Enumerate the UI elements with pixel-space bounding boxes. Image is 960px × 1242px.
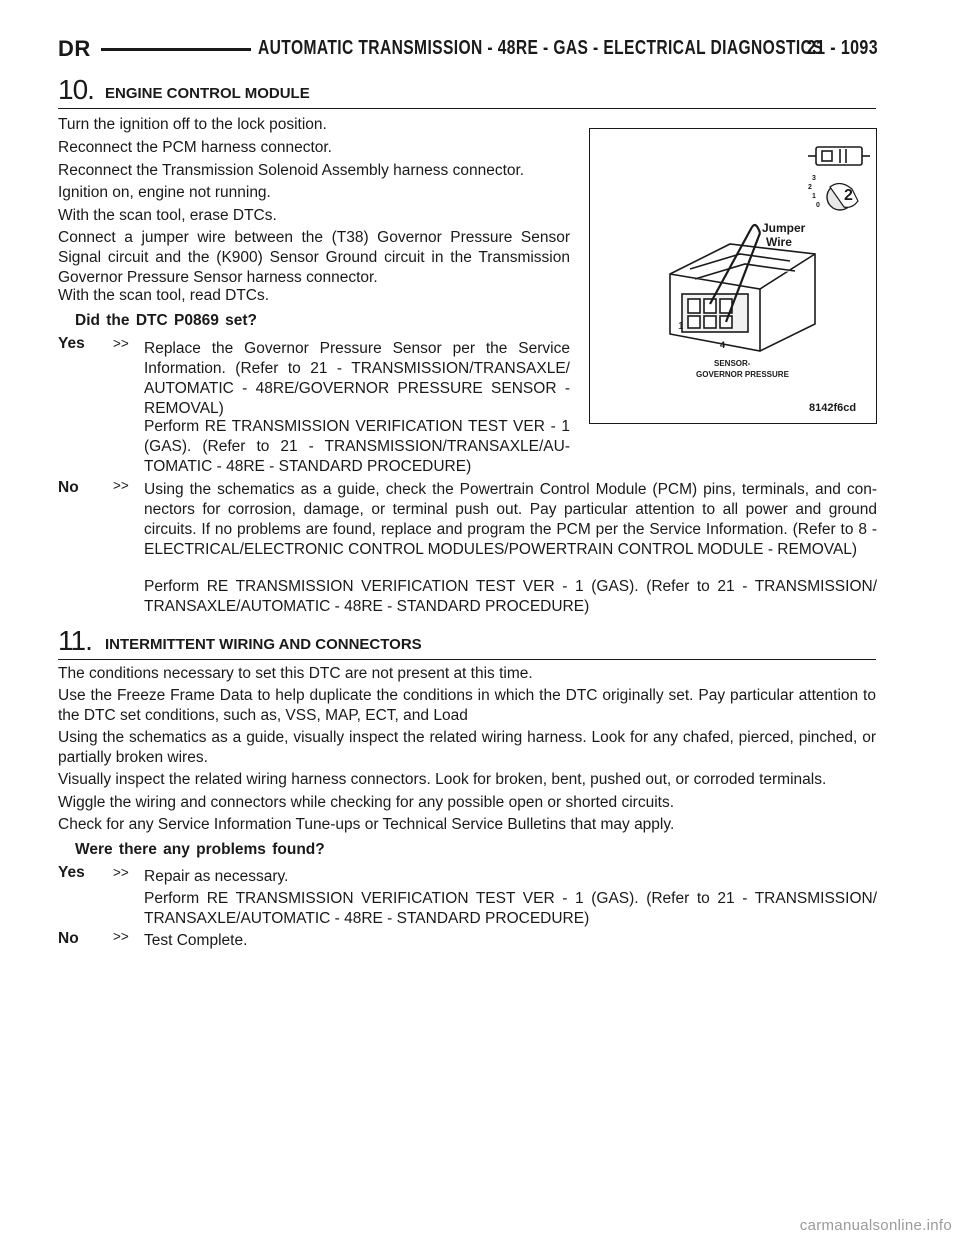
arrow-marker: >> bbox=[113, 865, 129, 880]
decision-question: Did the DTC P0869 set? bbox=[75, 312, 257, 329]
intermittent-paragraph: Wiggle the wiring and connectors while checking for any possible open or shorted circuits. bbox=[58, 794, 675, 811]
figure-caption-line-2: GOVERNOR PRESSURE bbox=[696, 370, 789, 379]
no-action-1: Test Complete. bbox=[144, 932, 248, 949]
pin-label-1: 1 bbox=[678, 321, 684, 332]
jumper-instruction: Connect a jumper wire between the (T38) Governor Pressure Sensor Signal circuit and the (K900) Sensor Ground circuit in the Transmission Governor Pressure Sensor harness connector. bbox=[58, 229, 570, 286]
intermittent-paragraph: Use the Freeze Frame Data to help duplicate the conditions in which the DTC originally set. Pay particular attention to the DTC set conditions, such as, VSS, MAP, ECT, and Load bbox=[58, 687, 876, 724]
step-number: 10. bbox=[58, 74, 94, 105]
pin-label-4: 4 bbox=[720, 340, 726, 350]
key-position: 3 bbox=[812, 175, 816, 182]
yes-action-1: Repair as necessary. bbox=[144, 868, 289, 885]
intermittent-paragraph: Visually inspect the related wiring harness connectors. Look for broken, bent, pushed out, or corroded terminals. bbox=[58, 771, 827, 788]
no-label: No bbox=[58, 479, 79, 496]
instruction-line: With the scan tool, read DTCs. bbox=[58, 287, 270, 304]
step-10-heading bbox=[58, 74, 876, 109]
instruction-line: Reconnect the PCM harness connector. bbox=[58, 139, 332, 156]
step-title: ENGINE CONTROL MODULE bbox=[105, 85, 310, 102]
yes-action-2: Perform RE TRANSMISSION VERIFICATION TEST VER - 1 (GAS). (Refer to 21 - TRANSMISSION/TRANSAXLE/AU- TOMATIC - 48RE - STANDARD PROCEDURE) bbox=[144, 418, 570, 475]
jumper-label: Jumper bbox=[762, 221, 806, 235]
connector-figure bbox=[589, 128, 877, 424]
instruction-line: With the scan tool, erase DTCs. bbox=[58, 207, 277, 224]
figure-caption-line-1: SENSOR- bbox=[714, 359, 751, 368]
figure-id: 8142f6cd bbox=[809, 402, 857, 414]
intermittent-paragraph: Using the schematics as a guide, visually inspect the related wiring harness. Look for any chafed, pierced, pinched, or partially broken wires. bbox=[58, 729, 876, 766]
key-position: 1 bbox=[812, 193, 816, 200]
brand-code: DR bbox=[58, 36, 91, 61]
yes-label: Yes bbox=[58, 864, 85, 881]
connector-icon bbox=[808, 147, 870, 165]
yes-action-1: Replace the Governor Pressure Sensor per the Service Information. (Refer to 21 - TRANSMISSION/TRANSAXLE/ AUTOMATIC - 48RE/GOVERNOR PRESSURE SENSOR - REMOVAL) bbox=[144, 340, 570, 417]
header-rule bbox=[101, 48, 251, 51]
decision-question: Were there any problems found? bbox=[75, 841, 325, 858]
arrow-marker: >> bbox=[113, 336, 129, 351]
step-11-heading bbox=[58, 625, 876, 660]
section-title: AUTOMATIC TRANSMISSION - 48RE - GAS - ELECTRICAL DIAGNOSTICS bbox=[258, 37, 824, 59]
key-position: 0 bbox=[816, 202, 820, 209]
page-header bbox=[58, 36, 878, 64]
key-position: 2 bbox=[808, 184, 812, 191]
wire-label: Wire bbox=[766, 235, 792, 249]
yes-label: Yes bbox=[58, 335, 85, 352]
intermittent-paragraph: The conditions necessary to set this DTC are not present at this time. bbox=[58, 665, 533, 682]
yes-action-2: Perform RE TRANSMISSION VERIFICATION TEST VER - 1 (GAS). (Refer to 21 - TRANSMISSION/ TRANSAXLE/AUTOMATIC - 48RE - STANDARD PROCEDURE) bbox=[144, 890, 877, 927]
site-watermark: carmanualsonline.info bbox=[799, 1217, 952, 1234]
key-number: 2 bbox=[844, 187, 853, 204]
arrow-marker: >> bbox=[113, 929, 129, 944]
ignition-key-icon bbox=[827, 183, 858, 210]
connector-illustration bbox=[590, 129, 878, 425]
intermittent-paragraph: Check for any Service Information Tune-ups or Technical Service Bulletins that may apply. bbox=[58, 816, 675, 833]
instruction-line: Reconnect the Transmission Solenoid Assembly harness connector. bbox=[58, 162, 525, 179]
instruction-line: Ignition on, engine not running. bbox=[58, 184, 271, 201]
connector-body bbox=[670, 244, 815, 351]
no-action-2: Perform RE TRANSMISSION VERIFICATION TEST VER - 1 (GAS). (Refer to 21 - TRANSMISSION/ TRANSAXLE/AUTOMATIC - 48RE - STANDARD PROCEDURE) bbox=[144, 578, 877, 615]
instruction-line: Turn the ignition off to the lock position. bbox=[58, 116, 327, 133]
page-number: 21 - 1093 bbox=[806, 37, 878, 59]
no-label: No bbox=[58, 930, 79, 947]
no-action-1: Using the schematics as a guide, check the Powertrain Control Module (PCM) pins, terminals, and con- nectors for corrosion, damage, or terminal push out. Pay particular attention to all power and ground circuits. If no problems are found, replace and program the PCM per the Service Information. (Refer to 8 - ELECTRICAL/ELECTRONIC CONTROL MODULES/POWERTRAIN CONTROL MODULE - REMOVAL) bbox=[144, 481, 877, 558]
step-number: 11. bbox=[58, 625, 92, 656]
step-title: INTERMITTENT WIRING AND CONNECTORS bbox=[105, 636, 422, 653]
arrow-marker: >> bbox=[113, 478, 129, 493]
